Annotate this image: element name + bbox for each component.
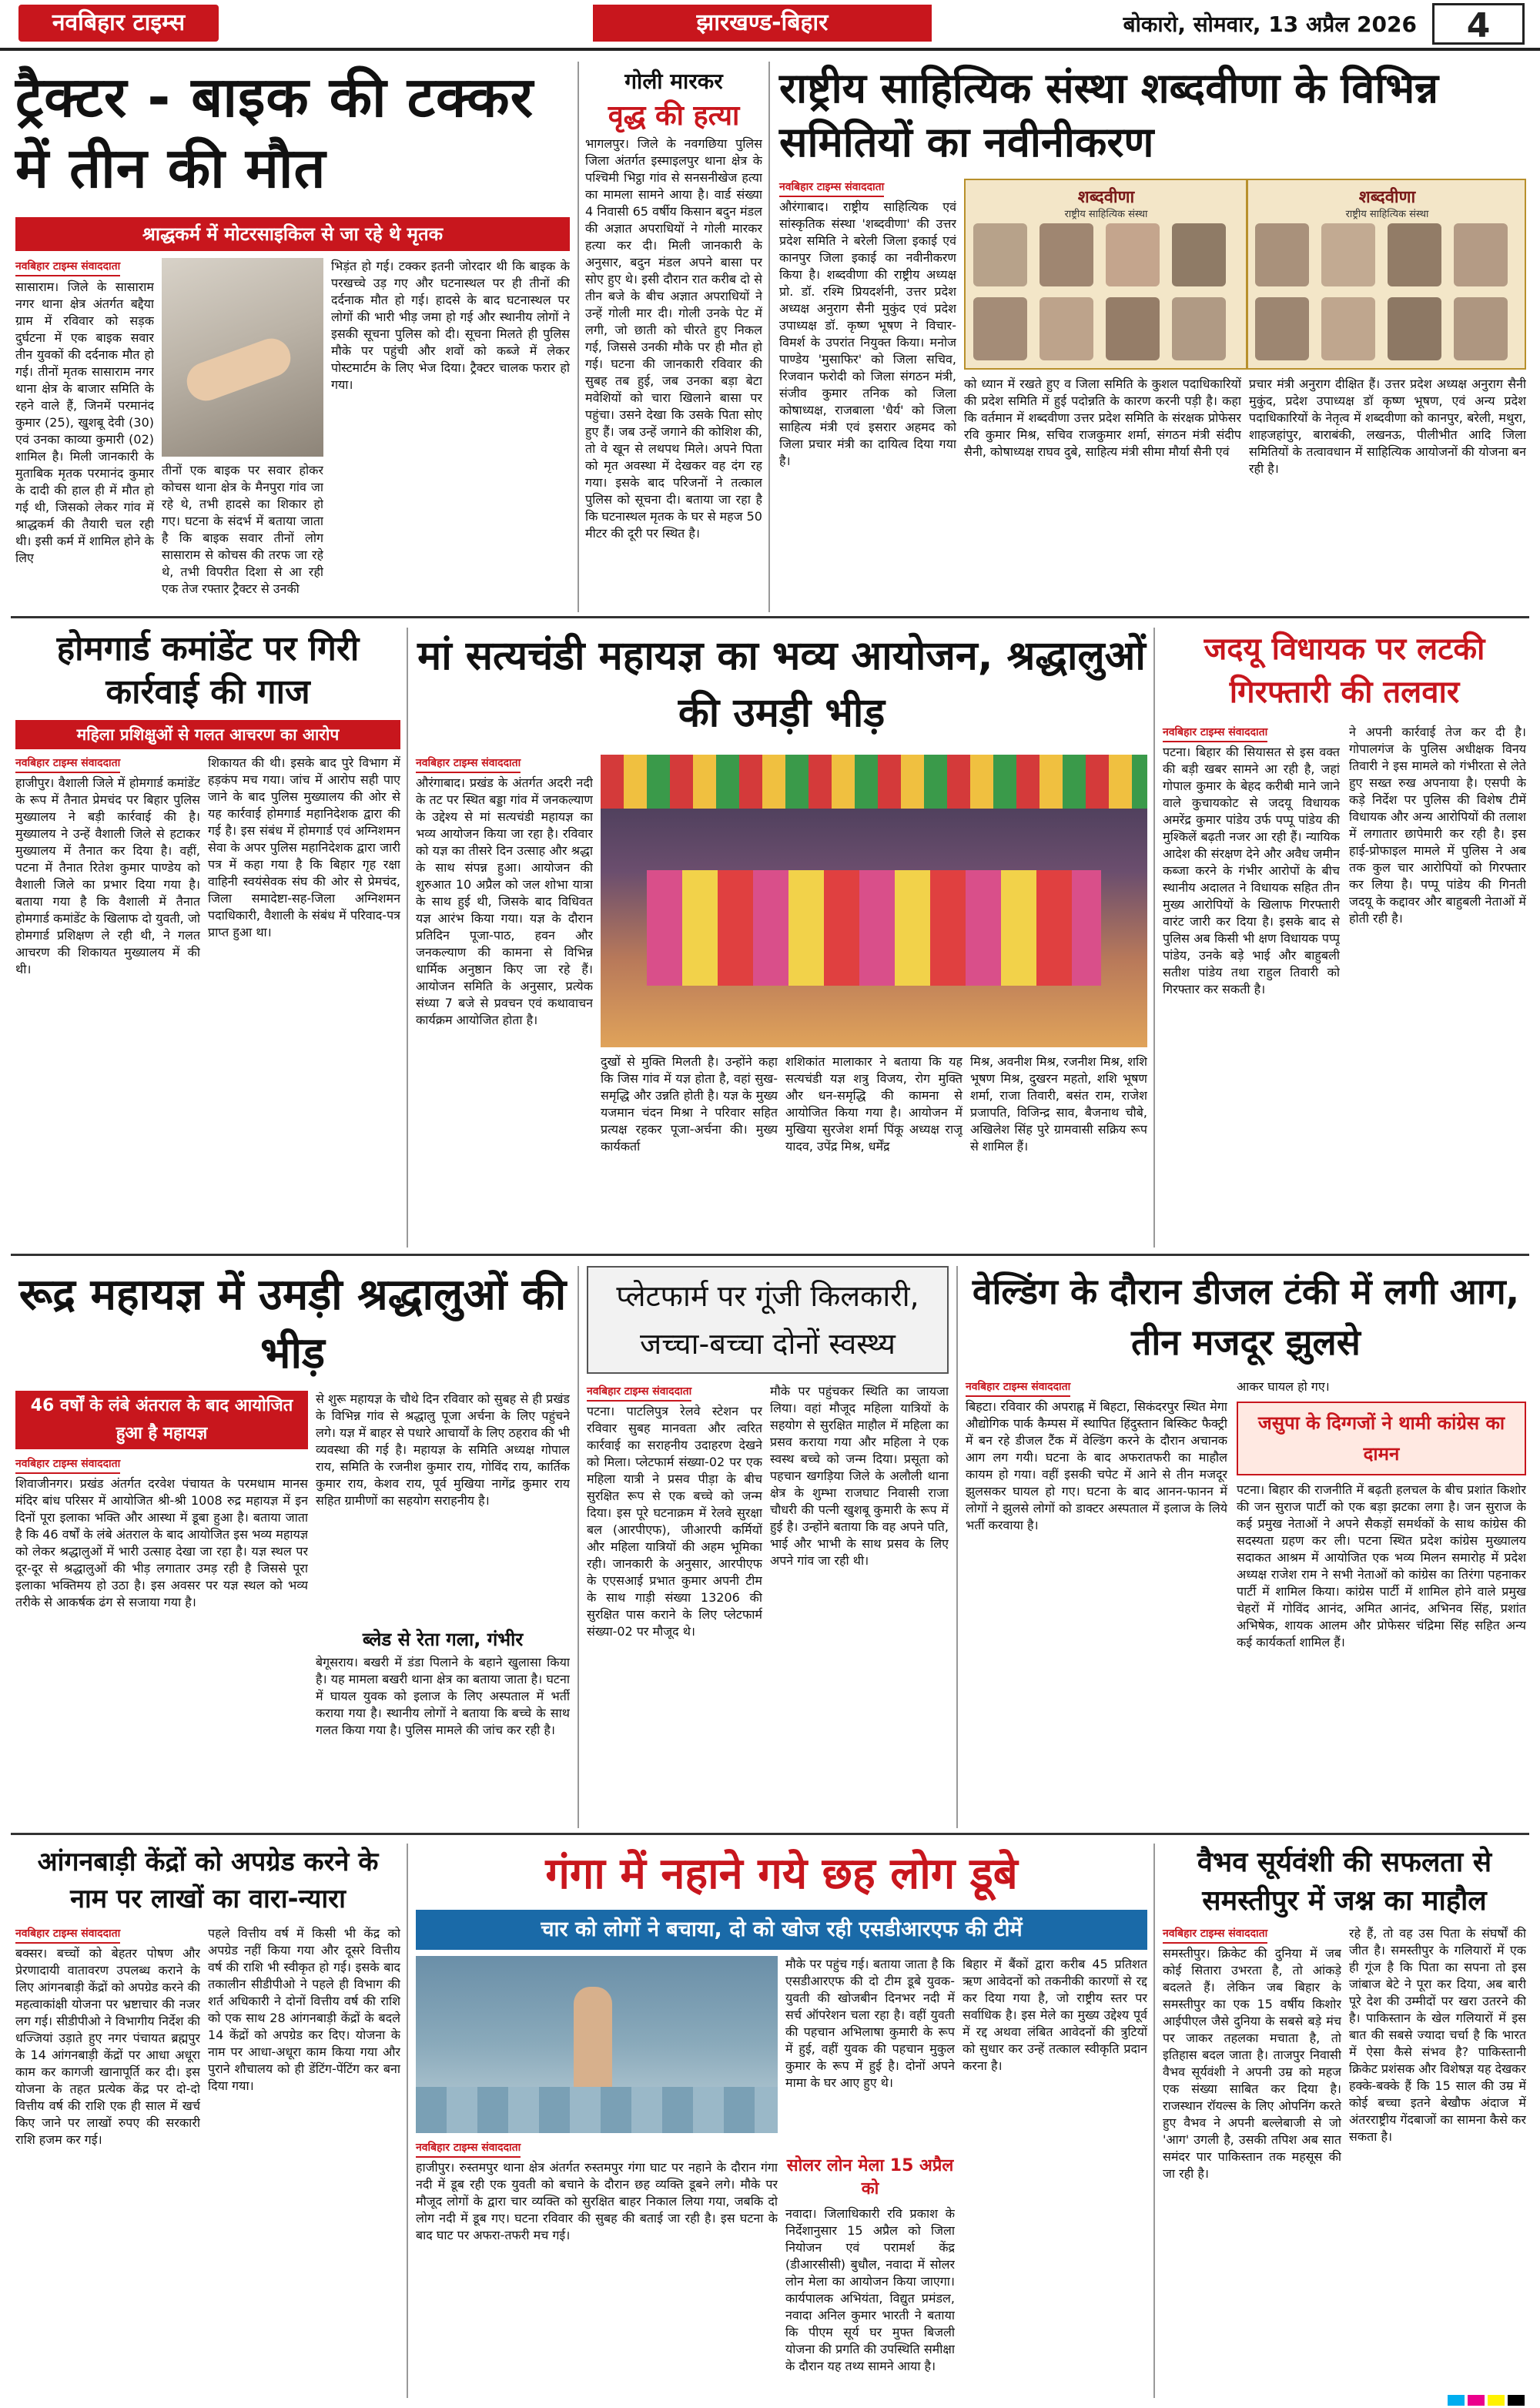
article-jdu-col2: ने अपनी कार्रवाई तेज कर दी है। गोपालगंज के पुलिस अधीक्षक विनय तिवारी ने इस मामले को गंभीरता से लेते हुए सख्त रुख अपनाया है। एसपी के कड़े निर्देश पर पुलिस की विशेष टीमें विधायक और अन्य आरोपियों की तलाश में लगातार छापेमारी कर रही है। इस हाई-प्रोफाइल मामले में पुलिस ने अब तक कुल चार आरोपियों को गिरफ्तार कर लिया है। पप्पू पांडेय की गिनती जदयू के कद्दावर और बाहुबली नेताओं में होती रही है।: [1349, 725, 1526, 926]
article-homeguard-col2: शिकायत की थी। इसके बाद पुरे विभाग में हड़कंप मच गया। जांच में आरोप सही पाए जाने के बाद पुलिस मुख्यालय की ओर से यह कार्रवाई होमगार्ड महानिदेशक द्वारा की गई है। इस संबंध में होमगार्ड एवं अग्निशमन सेवा के अपर पुलिस महानिदेशक द्वारा जारी पत्र में कहा गया है कि बिहार गृह रक्षा वाहिनी स्वयंसेवक संघ की ओर से प्रेमचंद, जिला समादेष्टा-सह-जिला अग्निशमन पदाधिकारी, वैशाली के संबंध में परिवाद-पत्र प्राप्त हुआ था।: [208, 755, 400, 939]
headline-platform: प्लेटफार्म पर गूंजी किलकारी, जच्चा-बच्चा दोनों स्वस्थ्य: [616, 1279, 919, 1361]
byline: नवबिहार टाइम्स संवाददाता: [15, 259, 120, 276]
article-tractor-bike-col2: तीनों एक बाइक पर सवार होकर कोचस थाना क्षेत्र के मैनपुरा गांव जा रहे थे, तभी हादसे का शिकार हो गए। घटना के संदर्भ में बताया जाता है कि बाइक सवार तीनों लोग सासाराम से कोचस की तरफ जा रहे थे, तभी विपरीत दिशा से आ रही एक तेज रफ्तार ट्रैक्टर से उनकी: [162, 463, 323, 596]
portrait: [973, 297, 1027, 360]
strap-ganga: चार को लोगों ने बचाया, दो को खोज रही एसडीआरएफ की टीमें: [416, 1910, 1147, 1950]
magenta-mark: [1468, 2395, 1485, 2406]
portrait: [1040, 223, 1093, 286]
headline-welding: वेल्डिंग के दौरान डीजल टंकी में लगी आग, तीन मजदूर झुलसे: [972, 1271, 1520, 1363]
strap-tractor-bike: श्राद्धकर्म में मोटरसाइकिल से जा रहे थे मृतक: [15, 217, 570, 251]
article-yagya-col4: मिश्र, अवनीश मिश्र, रजनीश मिश्र, शशि भूषण मिश्र, दुखरन महतो, शशि भूषण शर्मा, राजा तिवारी, बसंत राम, राजेश प्रजापति, विजिन्द्र साव, बैजनाथ चौबे, अखिलेश सिंह पुरे ग्रामवासी सक्रिय रूप से शामिल हैं।: [970, 1054, 1147, 1154]
kicker-murder: गोली मारकर: [624, 69, 723, 94]
article-solar: नवादा। जिलाधिकारी रवि प्रकाश के निर्देशानुसार 15 अप्रैल को जिला नियोजन एवं परामर्श केंद्र (डीआरसीसी) बुधौल, नवादा में सोलर लोन मेला का आयोजन किया जाएगा। कार्यपालक अभियंता, विद्युत प्रमंडल, नवादा अनिल कुमार भारती ने बताया कि पीएम सूर्य घर मुफ्त बिजली योजना की प्रगति की उपस्थिति समीक्षा के दौरान यह तथ्य सामने आया है।: [785, 2206, 955, 2373]
article-shabdveena: [779, 179, 949, 200]
column-rule: [1153, 628, 1155, 1248]
cyan-mark: [1448, 2395, 1465, 2406]
article-rudra-col1: शिवाजीनगर। प्रखंड अंतर्गत दरवेश पंचायत के परमधाम मानस मंदिर बांध परिसर में आयोजित श्री-श्री 1008 रुद्र महायज्ञ में इन दिनों पूरा इलाका भक्ति और आस्था में डूबा हुआ है। बताया जाता है कि 46 वर्षों के लंबे अंतराल के बाद आयोजित इस भव्य महायज्ञ को लेकर श्रद्धालुओं में भारी उत्साह देखा जा रहा है। यज्ञ स्थल पर दूर-दूर से श्रद्धालुओं की भीड़ लगातार उमड़ रही है जिससे पूरा इलाका भक्तिमय हो उठा है। इस अवसर पर यज्ञ स्थल को भव्य तरीके से आकर्षक ढंग से सजाया गया है।: [15, 1476, 308, 1609]
portrait: [1255, 223, 1309, 286]
strap-rudra: 46 वर्षों के लंबे अंतराल के बाद आयोजित हुआ है महायज्ञ: [15, 1391, 308, 1449]
region-label: झारखण्ड-बिहार: [593, 5, 932, 42]
column-rule: [407, 628, 408, 1248]
poster-shabdveena: [964, 179, 1526, 370]
color-registration-marks: [1448, 2395, 1525, 2406]
article-shabdveena-col2: को ध्यान में रखते हुए व जिला समिति के कुशल पदाधिकारियों की प्रदेश समिति में हुई पदोन्नति के कारण करनी पड़ी है। कहा कि वर्तमान में शब्दवीणा उत्तर प्रदेश समिति के संरक्षक प्रोफेसर रवि कुमार मिश्र, सचिव राजकुमार शर्मा, संगठन मंत्री संदीप सैनी, कोषाध्यक्ष राघव दुबे, साहित्य मंत्री सीमा मौर्या सैनी एवं: [964, 377, 1241, 459]
article-yagya-col3: शशिकांत मालाकार ने बताया कि यह सत्यचंडी यज्ञ शत्रु विजय, रोग मुक्ति और धन-समृद्धि की कामना से आयोजित किया गया है। आयोजन में मुखिया सुरजेश शर्मा पिंकू अध्यक्ष राजू यादव, उपेंद्र मिश्र, धर्मेंद्र: [785, 1054, 962, 1154]
byline: नवबिहार टाइम्स संवाददाता: [416, 755, 521, 773]
headline-tractor-bike: ट्रैक्टर - बाइक की टक्कर में तीन की मौत: [15, 65, 534, 200]
photo-yagya: [601, 755, 1147, 1047]
poster-portraits-right: [1255, 223, 1521, 367]
strap-homeguard: महिला प्रशिक्षुओं से गलत आचरण का आरोप: [15, 720, 400, 749]
byline: नवबिहार टाइम्स संवाददाता: [416, 2140, 521, 2158]
poster-portraits-left: [973, 223, 1239, 367]
article-murder: भागलपुर। जिले के नवगछिया पुलिस जिला अंतर्गत इस्माइलपुर थाना क्षेत्र के पश्चिमी भिट्ठा गांव से सनसनीखेज हत्या का मामला सामने आया है। वार्ड संख्या 4 निवासी 65 वर्षीय किसान बदुन मंडल की अज्ञात अपराधियों ने गोली मारकर हत्या कर दी। मिली जानकारी के अनुसार, बदुन मंडल अपने बासा पर सोए हुए थे। इसी दौरान रात करीब दो से तीन बजे के बीच अज्ञात अपराधियों ने उन्हें गोली मार दी। गोली उनके पेट में लगी, जो छाती को चीरते हुए निकल गई, जिससे उनकी मौके पर ही मौत हो गई। घटना की जानकारी रविवार की सुबह तब हुई, जब उनका बड़ा बेटा मवेशियों को चारा खिलाने बासा पर पहुंचा। उसने देखा कि उसके पिता सोए हुए हैं। जब उन्हें जगाने की कोशिश की, तो वे खून से लथपथ मिले। अपने पिता को मृत अवस्था में देखकर वह दंग रह गया। इसके बाद परिजनों ने तत्काल पुलिस को सूचना दी। बताया जा रहा है कि घटनास्थल मृतक के घर से महज 50 मीटर की दूरी पर स्थित है।: [585, 136, 762, 541]
yellow-mark: [1488, 2395, 1505, 2406]
photo-accident: [162, 258, 323, 457]
photo-drowning: [416, 1956, 778, 2133]
poster-title: शब्दवीणा: [1077, 188, 1135, 207]
portrait: [1388, 297, 1441, 360]
article-welding: [966, 1378, 1143, 1400]
article-vaibhav-col1: समस्तीपुर। क्रिकेट की दुनिया में जब कोई सितारा उभरता है, तो आंकड़े बदलते हैं। लेकिन जब बिहार के समस्तीपुर का एक 15 वर्षीय किशोर आईपीएल जैसे दुनिया के सबसे बड़े मंच पर जाकर तहलका मचाता है, तो इतिहास बदल जाता है। ताजपुर निवासी वैभव सूर्यवंशी ने अपनी उम्र को महज एक संख्या साबित कर दिया है। राजस्थान रॉयल्स के लिए ओपनिंग करते हुए वैभव ने अपनी बल्लेबाजी से जो 'आग' उगली है, उसकी तपिश अब सात समंदर पार पाकिस्तान तक महसूस की जा रही है।: [1163, 1946, 1341, 2181]
subhead-jasupa: जसुपा के दिग्गजों ने थामी कांग्रेस का दामन: [1257, 1412, 1505, 1465]
byline: नवबिहार टाइम्स संवाददाता: [587, 1384, 691, 1402]
article-tractor-bike-col3: भिड़ंत हो गई। टक्कर इतनी जोरदार थी कि बाइक के परखच्चे उड़ गए और घटनास्थल पर ही तीनों की दर्दनाक मौत हो गई। हादसे के बाद घटनास्थल पर लोगों की भारी भीड़ जमा हो गई और स्थानीय लोगों ने इसकी सूचना पुलिस को दी। सूचना मिलते ही पुलिस मौके पर पहुंची और शवों को कब्जे में लेकर पोस्टमार्टम के लिए भेज दिया। ट्रैक्टर चालक फरार हो गया।: [331, 259, 570, 392]
subhead-solar: सोलर लोन मेला 15 अप्रैल को: [786, 2156, 954, 2199]
portrait: [1172, 223, 1226, 286]
article-yagya: [416, 755, 585, 776]
headline-platform-box: [587, 1266, 949, 1374]
article-homeguard: [15, 755, 200, 776]
article-jasupa: पटना। बिहार की राजनीति में बढ़ती हलचल के बीच प्रशांत किशोर की जन सुराज पार्टी को एक बड़ा झटका लगा है। जन सुराज के कई प्रमुख नेताओं ने अपने सैकड़ों समर्थकों के साथ कांग्रेस की सदस्यता ग्रहण कर ली। पटना स्थित प्रदेश कांग्रेस मुख्यालय सदाकत आश्रम में आयोजित एक भव्य मिलन समारोह में प्रदेश अध्यक्ष राजेश राम ने सभी नेताओं को कांग्रेस का तिरंगा पहनाकर पार्टी में शामिल किया। कांग्रेस पार्टी में शामिल होने वाले प्रमुख चेहरों में गोविंद आनंद, अमित आनंद, अभिनव सिंह, प्रशांत अभिषेक, शायक आलम और प्रोफेसर चंद्रिमा सिंह सहित अन्य कई कार्यकर्ता शामिल हैं।: [1237, 1482, 1526, 1649]
byline: नवबिहार टाइम्स संवाददाता: [15, 1456, 120, 1474]
headline-murder: वृद्ध की हत्या: [608, 100, 740, 132]
article-homeguard-col1: हाजीपुर। वैशाली जिले में होमगार्ड कमांडेंट के रूप में तैनात प्रेमचंद पर बिहार पुलिस मुख्यालय ने बड़ी कार्रवाई की है। मुख्यालय ने उन्हें वैशाली जिले से हटाकर मुख्यालय में तैनात कर दिया है। वहीं, पटना में तैनात रितेश कुमार पाण्डेय को वैशाली जिले का प्रभार दिया गया है। बताया गया है कि वैशाली में तैनात होमगार्ड कमांडेंट के खिलाफ दो युवती, जो होमगार्ड प्रशिक्षण ले रही थी, ने गलत आचरण की शिकायत मुख्यालय में की थी।: [15, 775, 200, 976]
headline-jdu: जदयू विधायक पर लटकी गिरफ्तारी की तलवार: [1204, 631, 1485, 710]
portrait: [973, 223, 1027, 286]
headline-vaibhav: वैभव सूर्यवंशी की सफलता से समस्तीपुर में जश्न का माहौल: [1197, 1847, 1492, 1917]
article-anganwadi: [15, 1925, 200, 1947]
dateline: बोकारो, सोमवार, 13 अप्रैल 2026: [1123, 12, 1417, 37]
portrait: [1106, 223, 1160, 286]
article-ganga: [416, 2139, 593, 2161]
column-rule: [768, 62, 770, 612]
column-rule: [578, 1266, 579, 1828]
article-shabdveena-col3: प्रचार मंत्री अनुराग दीक्षित हैं। उत्तर प्रदेश अध्यक्ष अनुराग सैनी मुकुंद, प्रदेश उपाध्यक्ष डॉ कृष्ण भूषण, एवं अन्य प्रदेश पदाधिकारियों के नेतृत्व में शब्दवीणा को कानपुर, बरेली, मथुरा, शाहजहांपुर, बाराबंकी, लखनऊ, पीलीभीत आदि जिला समितियों के तत्वावधान में साहित्यिक आयोजनों की योजना बन रही है।: [1249, 377, 1526, 476]
article-tractor-bike: [15, 258, 154, 280]
column-rule: [956, 1266, 958, 1828]
row-rule: [11, 616, 1529, 618]
portrait: [1255, 297, 1309, 360]
black-mark: [1508, 2395, 1525, 2406]
column-rule: [578, 62, 579, 612]
article-blade: बेगूसराय। बखरी में डंडा पिलाने के बहाने खुलासा किया है। यह मामला बखरी थाना क्षेत्र का बताया जाता है। घटना में घायल युवक को इलाज के लिए अस्पताल में भर्ती कराया गया है। स्थानीय लोगों ने बताया कि बच्चे के साथ गलत किया गया है। पुलिस मामले की जांच कर रही है।: [316, 1655, 570, 1737]
row-rule: [11, 1833, 1529, 1835]
column-rule: [407, 1844, 408, 2398]
row-rule: [11, 1254, 1529, 1256]
article-yagya-col2: दुखों से मुक्ति मिलती है। उन्होंने कहा कि जिस गांव में यज्ञ होता है, वहां सुख-समृद्धि और उन्नति होती है। यज्ञ के मुख्य यजमान चंदन मिश्रा ने परिवार सहित प्रत्यक्ष रहकर पूजा-अर्चना की। मुख्य कार्यकर्ता: [601, 1054, 778, 1154]
headline-anganwadi: आंगनबाड़ी केंद्रों को अपग्रेड करने के नाम पर लाखों का वारा-न्यारा: [37, 1847, 379, 1914]
byline: नवबिहार टाइम्स संवाददाता: [1163, 1926, 1267, 1944]
portrait: [1454, 223, 1508, 286]
portrait: [1172, 297, 1226, 360]
portrait: [1040, 297, 1093, 360]
article-vaibhav-col2: रहे हैं, तो वह उस पिता के संघर्षों की जीत है। समस्तीपुर के गलियारों में एक ही गूंज है कि पिता का सपना तो इस जांबाज बेटे ने पूरा कर दिया, अब बारी पूरे देश की उम्मीदों पर खरा उतरने की है। पाकिस्तान के खेल गलियारों में इस बात की सबसे ज्यादा चर्चा है कि भारत में ऐसा कैसे संभव है? पाकिस्तानी क्रिकेट प्रशंसक और विशेषज्ञ यह देखकर हक्के-बक्के हैं कि 15 साल की उम्र में कोई बच्चा इतने बेखौफ अंदाज में अंतरराष्ट्रीय गेंदबाजों का सामना कैसे कर सकता है।: [1349, 1926, 1526, 2144]
article-platform: [587, 1383, 764, 1405]
article-yagya-col1: औरंगाबाद। प्रखंड के अंतर्गत अदरी नदी के तट पर स्थित बड्डा गांव में जनकल्याण के उद्देश्य से मां सत्यचंडी महायज्ञ का भव्य आयोजन किया जा रहा है। रविवार को यज्ञ का तीसरे दिन उत्साह और श्रद्धा के साथ संपन्न हुआ। आयोजन की शुरुआत 10 अप्रैल को जल शोभा यात्रा के साथ हुई थी, जिसके बाद विधिवत यज्ञ आरंभ किया गया। यज्ञ के दौरान प्रतिदिन पूजा-पाठ, हवन और जनकल्याण की कामना से विभिन्न धार्मिक अनुष्ठान किए जा रहे हैं। आयोजन समिति के अनुसार, प्रत्येक संध्या 7 बजे से प्रवचन एवं कथावाचन कार्यक्रम आयोजित होता है।: [416, 775, 593, 1027]
subhead-blade: ब्लेड से रेता गला, गंभीर: [362, 1629, 524, 1650]
article-shabdveena-col1: औरंगाबाद। राष्ट्रीय साहित्यिक एवं सांस्कृतिक संस्था 'शब्दवीणा' की उत्तर प्रदेश समिति ने बरेली जिला इकाई एवं कानपुर जिला इकाई का नवीनीकरण किया है। शब्दवीणा की राष्ट्रीय अध्यक्ष प्रो. डॉ. रश्मि प्रियदर्शनी, उत्तर प्रदेश अध्यक्ष अनुराग सैनी मुकुंद एवं प्रदेश उपाध्यक्ष डॉ. कृष्ण भूषण ने विचार-विमर्श के उपरांत नियुक्त किया। मनोज पाण्डेय 'मुसाफिर' को जिला सचिव, रिजवान फरोदी को जिला संगठन मंत्री, संजीव कुमार तनिक को जिला कोषाध्यक्ष, राजबाला 'धैर्य' को जिला साहित्य मंत्री एवं इसरार अहमद को जिला प्रचार मंत्री का दायित्व दिया गया है।: [779, 199, 956, 468]
page-number: 4: [1432, 3, 1525, 45]
byline: नवबिहार टाइम्स संवाददाता: [966, 1379, 1070, 1397]
poster-subtitle: राष्ट्रीय साहित्यिक संस्था: [1345, 209, 1429, 220]
article-anganwadi-col2: पहले वित्तीय वर्ष में किसी भी केंद्र को अपग्रेड नहीं किया गया और दूसरे वित्तीय वर्ष की राशि भी स्वीकृत हो गई। इसके बाद तकालीन सीडीपीओ ने पहले ही विभाग की शर्त अधिकारी ने दोनों वित्तीय वर्ष की राशि को एक साथ 28 आंगनबाड़ी केंद्रों के बदले 14 केंद्रों को अपग्रेड कर दिए। योजना के नाम पर आधा-अधूरा काम किया गया और पुराने शौचालय को ही डेंटिंग-पेंटिंग कर बना दिया गया।: [208, 1926, 400, 2093]
page-header: [0, 0, 1540, 51]
headline-ganga: गंगा में नहाने गये छह लोग डूबे: [545, 1849, 1018, 1899]
article-ganga-col3: बिहार में बैंकों द्वारा करीब 45 प्रतिशत ऋण आवेदनों को तकनीकी कारणों से रद्द कर दिया गया है, जो राष्ट्रीय स्तर पर सर्वाधिक है। इस मेले का मुख्य उद्देश्य पूर्व में रद्द अथवा लंबित आवेदनों की त्रुटियों को सुधार कर उन्हें तत्काल स्वीकृति प्रदान करना है।: [962, 1957, 1147, 2073]
article-welding-col2: आकर घायल हो गए।: [1237, 1379, 1330, 1394]
headline-yagya: मां सत्यचंडी महायज्ञ का भव्य आयोजन, श्रद्धालुओं की उमड़ी भीड़: [417, 633, 1146, 736]
portrait: [1106, 297, 1160, 360]
portrait: [1321, 223, 1375, 286]
byline: नवबिहार टाइम्स संवाददाता: [15, 755, 120, 773]
byline: नवबिहार टाइम्स संवाददाता: [1163, 725, 1267, 742]
column-rule: [1153, 1844, 1155, 2398]
article-jdu: [1163, 724, 1340, 745]
article-welding-col1: बिहटा। रविवार की अपराह्न में बिहटा, सिकंदरपुर स्थित मेगा औद्योगिक पार्क कैम्पस में स्थापित हिंदुस्तान बिस्किट फैक्ट्री में बन रहे डीजल टैंक में वेल्डिंग करने के दौरान अचानक आग लग गयी। घटना के बाद अफरातफरी का माहौल कायम हो गया। वहीं इसकी चपेट में आने से तीन मजदूर झुलसकर घायल हो गए। घटना के बाद आनन-फानन में लोगों ने झुलसे लोगों को डाक्टर अस्पताल में इलाज के लिये भर्ती करवाया है।: [966, 1399, 1227, 1532]
headline-homeguard: होमगार्ड कमांडेंट पर गिरी कार्रवाई की गाज: [56, 629, 360, 712]
masthead: नवबिहार टाइम्स: [18, 5, 219, 42]
headline-shabdveena: राष्ट्रीय साहित्यिक संस्था शब्दवीणा के विभिन्न समितियों का नवीनीकरण: [779, 64, 1439, 166]
article-jdu-col1: पटना। बिहार की सियासत से इस वक्त की बड़ी खबर सामने आ रही है, जहां गोपाल कुमार के बेहद करीबी माने जाने वाले कुचायकोट से जदयू विधायक अमरेंद्र कुमार पांडेय उर्फ पप्पू पांडेय की मुश्किलें बढ़ती नजर आ रही हैं। न्यायिक आदेश की संरक्षण देने और अवैध जमीन कब्जा करने के गंभीर आरोपों के बीच स्थानीय अदालत ने विधायक सहित तीन मुख्य आरोपियों के खिलाफ गिरफ्तारी वारंट जारी कर दिया है। इसके बाद से पुलिस अब किसी भी क्षण विधायक पप्पू पांडेय, उनके बड़े भाई और बाहुबली सतीश पांडेय तथा राहुल तिवारी को गिरफ्तार कर सकती है।: [1163, 745, 1340, 996]
headline-rudra: रूद्र महायज्ञ में उमड़ी श्रद्धालुओं की भीड़: [18, 1270, 567, 1378]
subhead-jasupa-box: [1237, 1402, 1526, 1475]
article-rudra-col2: से शुरू महायज्ञ के चौथे दिन रविवार को सुबह से ही प्रखंड के विभिन्न गांव से श्रद्धालु पूजा अर्चना के लिए पहुंचने लगे। यज्ञ में बाहर से पधारे आचार्यों के लिए ठहराव की भी व्यवस्था की गई है। महायज्ञ के समिति अध्यक्ष गोपाल राय, समिति के रजनीश कुमार राय, गोविंद राय, कार्तिक कुमार राय, केशव राय, पूर्व मुखिया नागेंद्र कुमार राय सहित ग्रामीणों का सहयोग सराहनीय है।: [316, 1392, 570, 1508]
article-vaibhav: [1163, 1925, 1340, 1947]
byline: नवबिहार टाइम्स संवाददाता: [15, 1926, 120, 1944]
portrait: [1388, 223, 1441, 286]
article-tractor-bike-col1: सासाराम। जिले के सासाराम नगर थाना क्षेत्र अंतर्गत बद्दैया ग्राम में रविवार को सड़क दुर्घटना में एक बाइक सवार तीन युवकों की दर्दनाक मौत हो गई। तीनों मृतक सासाराम नगर थाना क्षेत्र के बाजार समिति के रहने वाले हैं, जिनमें परमानंद कुमार (25), खुशबू देवी (30) एवं उनका काव्या कुमारी (02) शामिल है। मिली जानकारी के मुताबिक मृतक परमानंद कुमार के दादी की हाल ही में मौत हो गई थी, जिसको लेकर गांव में श्राद्धकर्म की तैयारी चल रही थी। इसी कर्म में शामिल होने के लिए: [15, 280, 154, 565]
article-rudra: [15, 1455, 200, 1477]
poster-title: शब्दवीणा: [1358, 188, 1416, 207]
article-ganga-col1: हाजीपुर। रुस्तमपुर थाना क्षेत्र अंतर्गत रुस्तमपुर गंगा घाट पर नहाने के दौरान गंगा नदी में डूब रही एक युवती को बचाने के दौरान छह व्यक्ति डूबने लगे। मौके पर मौजूद लोगों के द्वारा चार व्यक्ति को सुरक्षित बाहर निकाल लिया गया, जबकि दो लोग नदी में डूब गए। घटना रविवार की सुबह की बताई जा रही है। इस घटना के बाद घाट पर अफरा-तफरी मच गई।: [416, 2160, 778, 2242]
article-anganwadi-col1: बक्सर। बच्चों को बेहतर पोषण और प्रेरणादायी वातावरण उपलब्ध कराने के लिए आंगनबाड़ी केंद्रों को अपग्रेड करने की महत्वाकांक्षी योजना पर भ्रष्टाचार की नजर लग गई। सीडीपीओ ने विभागीय निर्देश की धज्जियां उड़ाते हुए नगर पंचायत ब्रह्मपुर के 14 आंगनबाड़ी केंद्रों पर आधा अधूरा काम कर कागजी खानापूर्ति कर दी। इस योजना के तहत प्रत्येक केंद्र पर दो-दो वित्तीय वर्ष की राशि एक ही साल में खर्च किए जाने पर लाखों रुपए की सरकारी राशि हजम कर गई।: [15, 1946, 200, 2147]
poster-divider: [1246, 180, 1248, 370]
portrait: [1321, 297, 1375, 360]
portrait: [1454, 297, 1508, 360]
poster-subtitle: राष्ट्रीय साहित्यिक संस्था: [1064, 209, 1148, 220]
byline: नवबिहार टाइम्स संवाददाता: [779, 179, 884, 197]
article-platform-col1: पटना। पाटलिपुत्र रेलवे स्टेशन पर रविवार सुबह मानवता और त्वरित कार्रवाई का सराहनीय उदाहरण देखने को मिला। प्लेटफार्म संख्या-02 पर एक महिला यात्री ने प्रसव पीड़ा के बीच सुरक्षित रूप से एक बच्चे को जन्म दिया। इस पूरे घटनाक्रम में रेलवे सुरक्षा बल (आरपीएफ), जीआरपी कर्मियों और महिला यात्रियों की अहम भूमिका रही। जानकारी के अनुसार, आरपीएफ के एएसआई प्रभात कुमार अपनी टीम के साथ गाड़ी संख्या 13206 की सुरक्षित पास कराने के लिए प्लेटफार्म संख्या-02 पर मौजूद थे।: [587, 1404, 762, 1639]
article-ganga-col2: मौके पर पहुंच गई। बताया जाता है कि एसडीआरएफ की दो टीम डूबे युवक-युवती की खोजबीन दिनभर नदी में सर्च ऑपरेशन चला रहा है। वहीं युवती की पहचान अभिलाषा कुमारी के रूप में हुई, वहीं युवक की पहचान मुकुल कुमार के रूप में हुई है। दोनों अपने मामा के घर आए हुए थे।: [785, 1957, 955, 2090]
article-platform-col2: मौके पर पहुंचकर स्थिति का जायजा लिया। वहां मौजूद महिला यात्रियों के सहयोग से सुरक्षित माहौल में महिला का प्रसव कराया गया और महिला ने एक स्वस्थ बच्चे को जन्म दिया। प्रसूता को पहचान खगड़िया जिले के अलौली थाना क्षेत्र के शुम्भा राजघाट निवासी राजा चौधरी की पत्नी खुशबू कुमारी के रूप में हुई है। उन्होंने बताया कि वह अपने पति, भाई और भाभी के साथ प्रसव के लिए अपने गांव जा रही थी।: [770, 1384, 949, 1568]
